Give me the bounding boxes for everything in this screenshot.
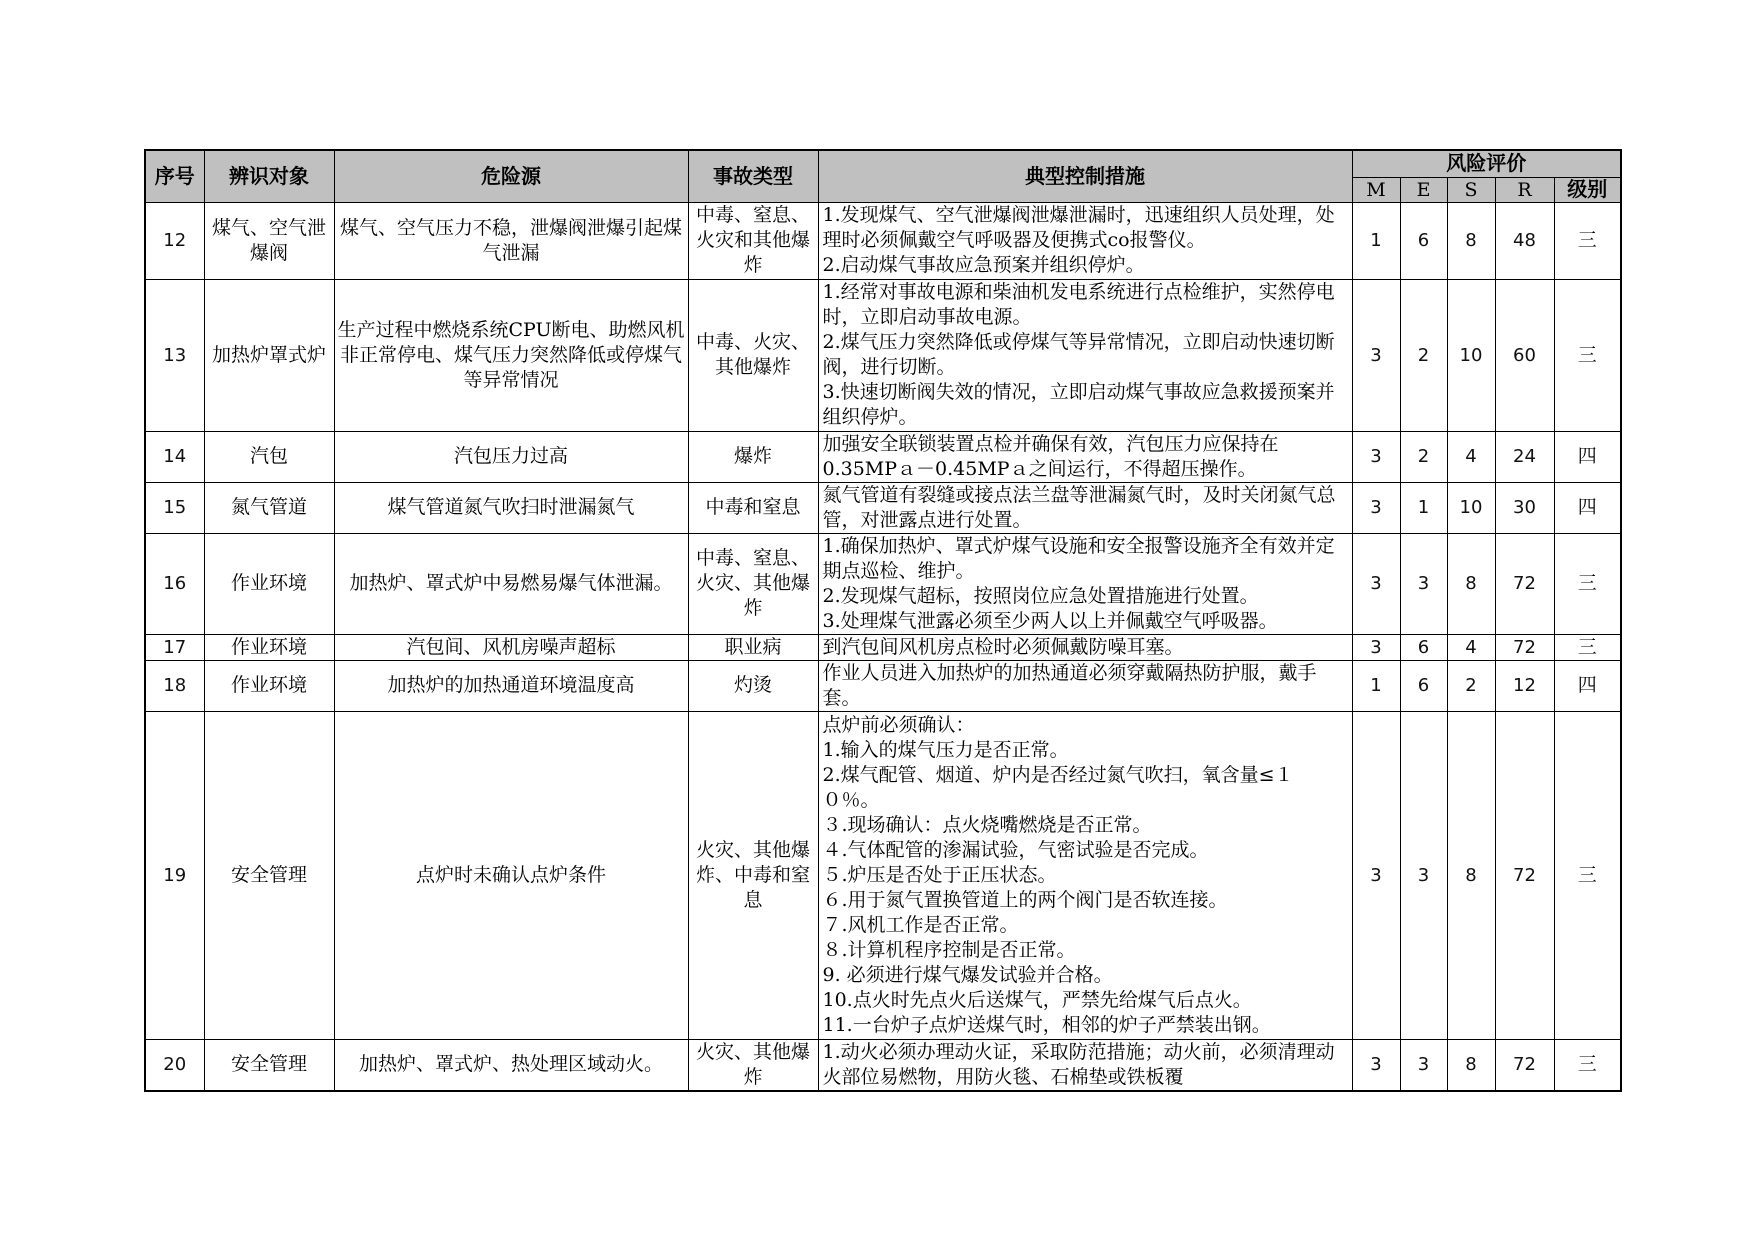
measure-line: 1.动火必须办理动火证，采取防范措施；动火前，必须清理动火部位易燃物，用防火毯、石棉垫或铁板覆 — [822, 1040, 1335, 1088]
table-row — [145, 1039, 1621, 1091]
measure-line: 2.启动煤气事故应急预案并组织停炉。 — [822, 254, 1145, 276]
row-m: 3 — [1352, 279, 1400, 431]
measure-line: 氮气管道有裂缝或接点法兰盘等泄漏氮气时，及时关闭氮气总管，对泄露点进行处置。 — [822, 483, 1336, 531]
row-e: 3 — [1400, 711, 1447, 1039]
row-level: 四 — [1554, 660, 1621, 711]
header-accident: 事故类型 — [688, 150, 818, 202]
measure-line: 2.发现煤气超标，按照岗位应急处置措施进行处置。 — [822, 584, 1259, 607]
row-hazard: 汽包压力过高 — [334, 431, 688, 482]
measure-line: 作业人员进入加热炉的加热通道必须穿戴隔热防护服，戴手套。 — [822, 661, 1317, 709]
row-measures — [818, 634, 1352, 660]
row-m: 1 — [1352, 660, 1400, 711]
row-m: 3 — [1352, 1039, 1400, 1091]
row-level: 三 — [1554, 202, 1621, 279]
row-seq: 13 — [145, 279, 204, 431]
measure-line: 到汽包间风机房点检时必须佩戴防噪耳塞。 — [822, 635, 1184, 658]
row-m: 3 — [1352, 431, 1400, 482]
risk-assessment-table — [144, 149, 1622, 1092]
measure-line: 2.煤气配管、烟道、炉内是否经过氮气吹扫，氧含量≤１０％。 — [822, 763, 1294, 811]
row-hazard: 生产过程中燃烧系统CPU断电、助燃风机非正常停电、煤气压力突然降低或停煤气等异常情况 — [334, 279, 688, 431]
row-hazard: 汽包间、风机房噪声超标 — [334, 634, 688, 660]
row-s: 4 — [1447, 431, 1495, 482]
row-e: 6 — [1400, 660, 1447, 711]
row-m: 3 — [1352, 533, 1400, 634]
measure-line: ７.风机工作是否正常。 — [822, 913, 1019, 936]
measure-line: 1.经常对事故电源和柴油机发电系统进行点检维护，实然停电时，立即启动事故电源。 — [822, 281, 1335, 328]
row-object: 安全管理 — [204, 1039, 334, 1091]
table-row — [145, 482, 1621, 533]
row-seq: 17 — [145, 634, 204, 660]
row-level: 四 — [1554, 431, 1621, 482]
row-accident: 灼烫 — [688, 660, 818, 711]
header-risk: 风险评价 — [1352, 150, 1621, 177]
row-measures — [818, 1039, 1352, 1091]
row-e: 3 — [1400, 1039, 1447, 1091]
row-seq: 20 — [145, 1039, 204, 1091]
row-seq: 16 — [145, 533, 204, 634]
row-object: 煤气、空气泄爆阀 — [204, 202, 334, 279]
row-hazard: 加热炉的加热通道环境温度高 — [334, 660, 688, 711]
row-r: 48 — [1495, 202, 1554, 279]
table-row — [145, 202, 1621, 279]
row-seq: 19 — [145, 711, 204, 1039]
row-accident: 火灾、其他爆炸 — [688, 1039, 818, 1091]
row-s: 8 — [1447, 711, 1495, 1039]
row-r: 60 — [1495, 279, 1554, 431]
row-m: 3 — [1352, 634, 1400, 660]
measure-line: 2.煤气压力突然降低或停煤气等异常情况，立即启动快速切断阀，进行切断。 — [822, 331, 1335, 378]
measure-line: ５.炉压是否处于正压状态。 — [822, 863, 1057, 886]
row-r: 30 — [1495, 482, 1554, 533]
measure-line: 1.确保加热炉、罩式炉煤气设施和安全报警设施齐全有效并定期点巡检、维护。 — [822, 534, 1335, 582]
row-s: 10 — [1447, 279, 1495, 431]
row-seq: 15 — [145, 482, 204, 533]
row-accident: 中毒、窒息、火灾、其他爆炸 — [688, 533, 818, 634]
row-hazard: 煤气管道氮气吹扫时泄漏氮气 — [334, 482, 688, 533]
table-row — [145, 431, 1621, 482]
measure-line: 9. 必须进行煤气爆发试验并合格。 — [822, 963, 1113, 986]
table-row — [145, 533, 1621, 634]
measure-line: 3.快速切断阀失效的情况，立即启动煤气事故应急救援预案并组织停炉。 — [822, 381, 1335, 428]
row-measures — [818, 431, 1352, 482]
row-object: 安全管理 — [204, 711, 334, 1039]
row-object: 作业环境 — [204, 533, 334, 634]
row-level: 三 — [1554, 279, 1621, 431]
row-s: 2 — [1447, 660, 1495, 711]
row-e: 3 — [1400, 533, 1447, 634]
row-measures — [818, 279, 1352, 431]
row-level: 三 — [1554, 533, 1621, 634]
row-accident: 火灾、其他爆炸、中毒和窒息 — [688, 711, 818, 1039]
measure-line: ８.计算机程序控制是否正常。 — [822, 938, 1076, 961]
header-seq: 序号 — [145, 150, 204, 202]
row-object: 汽包 — [204, 431, 334, 482]
row-e: 2 — [1400, 279, 1447, 431]
row-level: 三 — [1554, 1039, 1621, 1091]
row-e: 6 — [1400, 634, 1447, 660]
row-seq: 12 — [145, 202, 204, 279]
row-e: 6 — [1400, 202, 1447, 279]
row-s: 4 — [1447, 634, 1495, 660]
row-m: 1 — [1352, 202, 1400, 279]
table-row — [145, 634, 1621, 660]
row-r: 24 — [1495, 431, 1554, 482]
row-measures — [818, 202, 1352, 279]
row-object: 作业环境 — [204, 660, 334, 711]
row-s: 10 — [1447, 482, 1495, 533]
measure-line: 1.发现煤气、空气泄爆阀泄爆泄漏时，迅速组织人员处理，处理时必须佩戴空气呼吸器及便携式co报警仪。 — [822, 204, 1335, 251]
row-object: 加热炉罩式炉 — [204, 279, 334, 431]
row-s: 8 — [1447, 202, 1495, 279]
row-e: 1 — [1400, 482, 1447, 533]
row-m: 3 — [1352, 711, 1400, 1039]
row-accident: 爆炸 — [688, 431, 818, 482]
row-r: 12 — [1495, 660, 1554, 711]
row-e: 2 — [1400, 431, 1447, 482]
table-row — [145, 711, 1621, 1039]
measure-line: ４.气体配管的渗漏试验，气密试验是否完成。 — [822, 838, 1209, 861]
table-row — [145, 660, 1621, 711]
row-measures — [818, 711, 1352, 1039]
row-level: 三 — [1554, 634, 1621, 660]
row-object: 氮气管道 — [204, 482, 334, 533]
row-measures — [818, 660, 1352, 711]
header-s: S — [1447, 177, 1495, 202]
header-level: 级别 — [1554, 177, 1621, 202]
measure-line: 3.处理煤气泄露必须至少两人以上并佩戴空气呼吸器。 — [822, 609, 1278, 632]
row-accident: 中毒、火灾、其他爆炸 — [688, 279, 818, 431]
header-m: M — [1352, 177, 1400, 202]
row-r: 72 — [1495, 1039, 1554, 1091]
row-hazard: 加热炉、罩式炉中易燃易爆气体泄漏。 — [334, 533, 688, 634]
row-level: 四 — [1554, 482, 1621, 533]
measure-line: 11.一台炉子点炉送煤气时，相邻的炉子严禁装出钢。 — [822, 1013, 1271, 1036]
measure-line: 点炉前必须确认： — [822, 713, 975, 736]
row-hazard: 加热炉、罩式炉、热处理区域动火。 — [334, 1039, 688, 1091]
measure-line: ３.现场确认：点火烧嘴燃烧是否正常。 — [822, 813, 1152, 836]
table-body — [145, 202, 1621, 1091]
row-s: 8 — [1447, 1039, 1495, 1091]
row-hazard: 点炉时未确认点炉条件 — [334, 711, 688, 1039]
header-measures: 典型控制措施 — [818, 150, 1352, 202]
row-r: 72 — [1495, 711, 1554, 1039]
header-r: R — [1495, 177, 1554, 202]
row-m: 3 — [1352, 482, 1400, 533]
row-s: 8 — [1447, 533, 1495, 634]
row-seq: 18 — [145, 660, 204, 711]
row-measures — [818, 533, 1352, 634]
row-object: 作业环境 — [204, 634, 334, 660]
measure-line: 1.输入的煤气压力是否正常。 — [822, 738, 1069, 761]
measure-line: 加强安全联锁装置点检并确保有效，汽包压力应保持在0.35MPａ－0.45MPａ之间运行，不得超压操作。 — [822, 432, 1279, 480]
row-r: 72 — [1495, 634, 1554, 660]
row-seq: 14 — [145, 431, 204, 482]
row-accident: 中毒和窒息 — [688, 482, 818, 533]
row-level: 三 — [1554, 711, 1621, 1039]
header-e: E — [1400, 177, 1447, 202]
header-hazard: 危险源 — [334, 150, 688, 202]
row-hazard: 煤气、空气压力不稳，泄爆阀泄爆引起煤气泄漏 — [334, 202, 688, 279]
measure-line: ６.用于氮气置换管道上的两个阀门是否软连接。 — [822, 888, 1228, 911]
header-object: 辨识对象 — [204, 150, 334, 202]
table-row — [145, 279, 1621, 431]
measure-line: 10.点火时先点火后送煤气，严禁先给煤气后点火。 — [822, 988, 1252, 1011]
row-accident: 职业病 — [688, 634, 818, 660]
row-r: 72 — [1495, 533, 1554, 634]
row-measures — [818, 482, 1352, 533]
row-accident: 中毒、窒息、火灾和其他爆炸 — [688, 202, 818, 279]
